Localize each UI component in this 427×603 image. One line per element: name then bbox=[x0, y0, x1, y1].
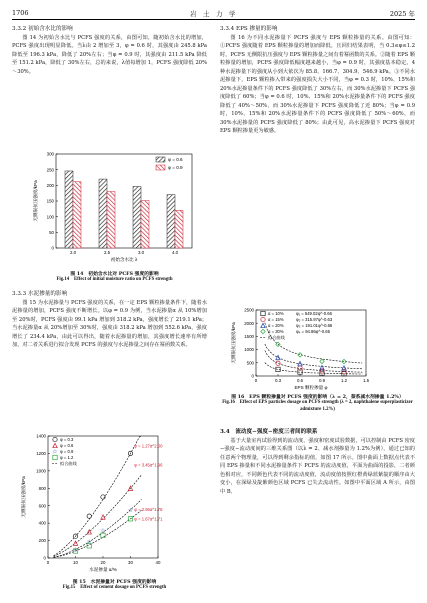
y-tick-label: 600 bbox=[38, 503, 46, 509]
left-column-2 bbox=[12, 290, 207, 350]
fit-equation-1: φ = 3.45α^1.96 bbox=[134, 462, 163, 468]
y-tick-label: 50 bbox=[49, 229, 54, 235]
section-3-3-3-paragraph: 图 15 为水泥掺量与 PCFS 强度的关系，在一定 EPS 颗粒掺量条件下，随着水泥掺量的增加，PCFS 强度不断增长。以φ = 0.9 为例，当水泥掺量α 从 10%增加至 20%时，PCFS 强度由 99.1 kPa 增加到 318.2 kPa，强度增长了 219.1 kPa；当水泥掺量α 从 20%增加至 30%时，强度由 318.2 kPa 增加到 552.6 kPa，强度增长了 234.4 kPa，由此可以得出，随着水泥掺量的增加，其强度增长速率有所增加，对二者关系进行拟合发现 PCFS 的强度与水泥掺量之间存在幂函数关系。 bbox=[12, 300, 207, 349]
fig16-scatter-chart bbox=[228, 306, 413, 392]
legend-marker-α = 10% bbox=[261, 311, 265, 315]
legend-marker-α = 30% bbox=[261, 329, 265, 333]
x-tick-label: 40 bbox=[155, 560, 161, 565]
y-tick-label: 400 bbox=[38, 520, 46, 526]
y-tick-label: 800 bbox=[38, 485, 46, 491]
legend-label: φ = 0.6 bbox=[168, 157, 183, 162]
y-tick-label: 250 bbox=[46, 167, 54, 173]
legend-marker-α = 20% bbox=[261, 323, 265, 327]
legend-fit-label: 拟合曲线 bbox=[60, 461, 77, 466]
y-tick-label: 0 bbox=[251, 373, 254, 379]
legend-swatch bbox=[156, 157, 165, 162]
fit-equation-2: φ = 2.66α^1.78 bbox=[134, 506, 163, 512]
left-column bbox=[12, 25, 207, 76]
point-α = 10%-0 bbox=[276, 367, 280, 371]
section-3-3-4-paragraph: 图 16 为不同水泥掺量下 PCFS 强度与 EPS 颗粒掺量的关系。由图可知：①PCFS 强度随着 EPS 颗粒掺量的增加而降低，且回归结果表明，当 0.3≤φ≤1.2 时，PCFS 无侧限抗压强度与 EPS 颗粒掺量之间有着幂函数的关系。②随着 EPS 颗粒掺量的增加，PCFS 强度降低幅度越来越小，当φ = 0.9 时，其强度基本稳定。4 种水泥掺量下的强度从小到大依次为 85.8、166.7、304.9、546.9 kPa。③不同水泥掺量下，EPS 颗粒掺入带来的强度损失大小不同，当φ = 0.3 时，10%、15%和 20%水泥掺量条件下的 PCFS 强度降低了 30%左右，而 30%水泥掺量下 PCFS 强度降低了 60%；当φ = 0.6 时，10%、15%和 20%水泥掺量条件下的 PCFS 强度降低了 40%～50%，而 30%水泥掺量下 PCFS 强度降低了近 80%；当φ = 0.9 时，10%、15%和 20%水泥掺量条件下的 PCFS 强度降低了 50%～60%，而 30%水泥掺量的 PCFS 强度降低了 80%；由此可见，高水泥掺量下 PCFS 强度对 EPS 颗粒掺量更为敏感。 bbox=[220, 35, 415, 134]
point-α = 15%-0 bbox=[276, 361, 280, 365]
y-tick-label: 1400 bbox=[36, 433, 46, 439]
legend-label: φ = 0.9 bbox=[168, 165, 183, 170]
y-tick-label: 1200 bbox=[36, 451, 46, 457]
y-tick-label: 100 bbox=[46, 214, 54, 220]
fig14-caption-cn: 图 14 初始含水比对 PCFS 强度的影响 bbox=[70, 271, 159, 277]
legend-marker-φ = 1.2 bbox=[53, 455, 57, 459]
legend-label: φ = 1.2 bbox=[60, 455, 74, 460]
fit-curve-φ = 0.6 bbox=[54, 475, 142, 557]
fig16-caption-cn: 图 16 EPS 颗粒掺量对 PCFS 强度的影响（λ = 2，萘系减水剂掺量 1.2%） bbox=[231, 394, 404, 400]
legend-label: φ = 0.6 bbox=[60, 443, 74, 448]
x-tick-label: 1.2 bbox=[340, 378, 348, 383]
bar-φ = 0.6-2.5 bbox=[99, 179, 107, 248]
x-tick-label: 2.0 bbox=[69, 250, 77, 255]
fig16-caption-en: Fig.16 Effect of EPS particles dosage on PCFS strength (λ = 2, naphthalene superplasticizer admixture 1.2%) bbox=[222, 400, 413, 412]
x-tick-label: 4.0 bbox=[171, 250, 179, 255]
bar-φ = 0.9-3.0 bbox=[141, 201, 149, 248]
y-tick-label: 1000 bbox=[244, 347, 254, 353]
x-tick-label: 2.5 bbox=[103, 250, 111, 255]
fig15-caption bbox=[12, 579, 217, 592]
legend-label: α = 15% bbox=[268, 317, 284, 322]
legend-label: φ = 0.9 bbox=[60, 449, 74, 454]
fit-equation-3: φ₄ = 94.86φ^-0.65 bbox=[296, 329, 330, 334]
legend-marker-α = 15% bbox=[261, 317, 265, 321]
point-φ = 0.3-1 bbox=[87, 514, 91, 518]
fig15-scatter-chart bbox=[18, 432, 208, 578]
y-axis-label: 无侧限抗压强度/kPa bbox=[33, 180, 38, 222]
legend-fit-label: 拟合曲线 bbox=[268, 335, 285, 340]
y-tick-label: 200 bbox=[46, 182, 54, 188]
x-tick-label: 0.3 bbox=[274, 378, 282, 383]
fig14-caption-en: Fig.14 Effect of initial moisture ratio on PCFS strength bbox=[56, 277, 173, 283]
x-axis-label: EPS 颗粒掺量 φ bbox=[294, 385, 328, 390]
section-3-3-4-title: 3.3.4 EPS 掺量的影响 bbox=[220, 26, 278, 32]
journal-title: 岩 土 力 学 bbox=[190, 10, 236, 18]
fit-equation-1: φ₂ = 315.97φ^-0.63 bbox=[296, 317, 333, 322]
section-3-3-2-title: 3.3.2 初始含水比的影响 bbox=[12, 26, 73, 32]
y-axis-label: 无侧限抗压强度/kPa bbox=[21, 476, 26, 518]
fig15-caption-cn: 图 15 水泥掺量对 PCFS 强度的影响 bbox=[72, 579, 157, 585]
fig15-caption-en: Fig.15 Effect of cement dosage on PCFS strength bbox=[62, 585, 167, 591]
page-number: 1706 bbox=[12, 9, 29, 17]
x-tick-label: 3.0 bbox=[137, 250, 145, 255]
fig14-bar-chart bbox=[30, 150, 200, 268]
y-tick-label: 2000 bbox=[244, 320, 254, 326]
point-φ = 0.9-3: ☆ bbox=[127, 507, 134, 514]
y-tick-label: 0 bbox=[51, 245, 54, 251]
x-tick-label: 1.5 bbox=[362, 378, 370, 383]
bar-φ = 0.6-3.0 bbox=[133, 186, 141, 248]
y-tick-label: 2500 bbox=[244, 307, 254, 313]
x-axis-label: 水泥掺量 α/% bbox=[89, 567, 117, 572]
bar-φ = 0.6-2.0 bbox=[65, 171, 73, 248]
fit-equation-3: φ = 1.67α^1.71 bbox=[134, 516, 163, 522]
point-φ = 0.9-2: ☆ bbox=[100, 528, 106, 535]
section-3-3-3-title: 3.3.3 水泥掺量的影响 bbox=[12, 291, 68, 297]
legend-swatch bbox=[156, 165, 165, 170]
section-3-3-2-paragraph: 图 14 为初始含水比与 PCFS 强度的关系，由图可知，随初始含水比的增加，PCFS 强度出现明显降低。当λ由 2 增加至 3，φ = 0.6 时，其强度由 245.8 kPa 降低至 196.3 kPa，降低了 20%左右；当φ = 0.9 时，其强度由 211.5 kPa 降低至 151.2 kPa，降低了 30%左右，总的来说，λ值每增加 1，PCFS 强度降低 20%～30%。 bbox=[12, 35, 207, 75]
fig14-caption bbox=[12, 271, 217, 284]
bar-φ = 0.9-4.0 bbox=[175, 210, 183, 248]
legend-marker-φ = 0.3 bbox=[53, 437, 57, 441]
y-axis-label: 无侧限抗压强度/kPa bbox=[231, 322, 236, 364]
x-tick-label: 30 bbox=[128, 560, 133, 565]
section-3-4-paragraph: 基于大量室内试验得到的流动度、强度和密度试验数据，可以控制由 PCFS 密度−强度−流动度间的三维关系图（以λ = 2、减水剂掺量为 1.2%为例），通过已知的任意两个物理量，可以得到剩余指标的值，如图 17 所示。图中曲面上数据点代表不同 EPS 掺量和不同水泥掺量条件下 PCFS 的流动度值，平面为曲面的投影，二者颜色相对应，不同颜色代表不同的流动度值，流动度值按照红橙黄绿蓝紫靛的顺序由大变小，在深绿及靛紫颜色区域 PCFS 已失去流动性。如图中平面区域 A 所示，由图中 B、 bbox=[220, 438, 415, 495]
y-tick-label: 300 bbox=[46, 151, 54, 157]
fit-equation-2: φ₃ = 191.01φ^-0.66 bbox=[296, 323, 333, 328]
y-tick-label: 200 bbox=[38, 538, 46, 544]
bar-φ = 0.9-2.0 bbox=[73, 182, 81, 248]
legend-marker-φ = 0.9: ☆ bbox=[52, 449, 58, 456]
point-α = 20%-2 bbox=[320, 365, 324, 369]
y-tick-label: 150 bbox=[46, 198, 54, 204]
legend-label: φ = 0.3 bbox=[60, 437, 74, 442]
fit-equation-0: φ = 1.27α^2.00 bbox=[134, 443, 163, 449]
bar-φ = 0.9-2.5 bbox=[107, 192, 115, 248]
fit-equation-0: φ₁ = 549.02φ^-0.66 bbox=[296, 311, 332, 316]
legend-label: α = 10% bbox=[268, 311, 284, 316]
legend-label: α = 20% bbox=[268, 323, 284, 328]
x-tick-label: 0 bbox=[46, 560, 50, 565]
section-3-4-title: 3.4 流动度−强度−密度三者间的联系 bbox=[220, 429, 318, 435]
x-tick-label: 20 bbox=[100, 560, 106, 565]
legend-label: α = 30% bbox=[268, 329, 284, 334]
point-φ = 0.9-1: ☆ bbox=[86, 539, 92, 546]
x-tick-label: 10 bbox=[73, 560, 78, 565]
y-tick-label: 1500 bbox=[244, 334, 254, 339]
legend-marker-φ = 0.6 bbox=[53, 443, 57, 447]
point-φ = 0.9-0: ☆ bbox=[72, 547, 79, 554]
journal-year: 2025 年 bbox=[389, 10, 415, 18]
x-axis-label: 初始含水比 λ bbox=[110, 257, 138, 262]
fig16-caption bbox=[220, 394, 415, 413]
bar-φ = 0.6-4.0 bbox=[167, 195, 175, 248]
x-tick-label: 0 bbox=[254, 378, 258, 383]
right-column-2 bbox=[220, 428, 415, 496]
x-tick-label: 0.9 bbox=[318, 378, 326, 383]
right-column bbox=[220, 25, 415, 135]
x-tick-label: 0.6 bbox=[296, 378, 304, 383]
page-header bbox=[12, 9, 415, 20]
y-tick-label: 500 bbox=[246, 360, 254, 366]
y-tick-label: 1000 bbox=[36, 468, 46, 474]
point-α = 30%-2 bbox=[320, 359, 324, 363]
y-tick-label: 0 bbox=[43, 555, 46, 561]
